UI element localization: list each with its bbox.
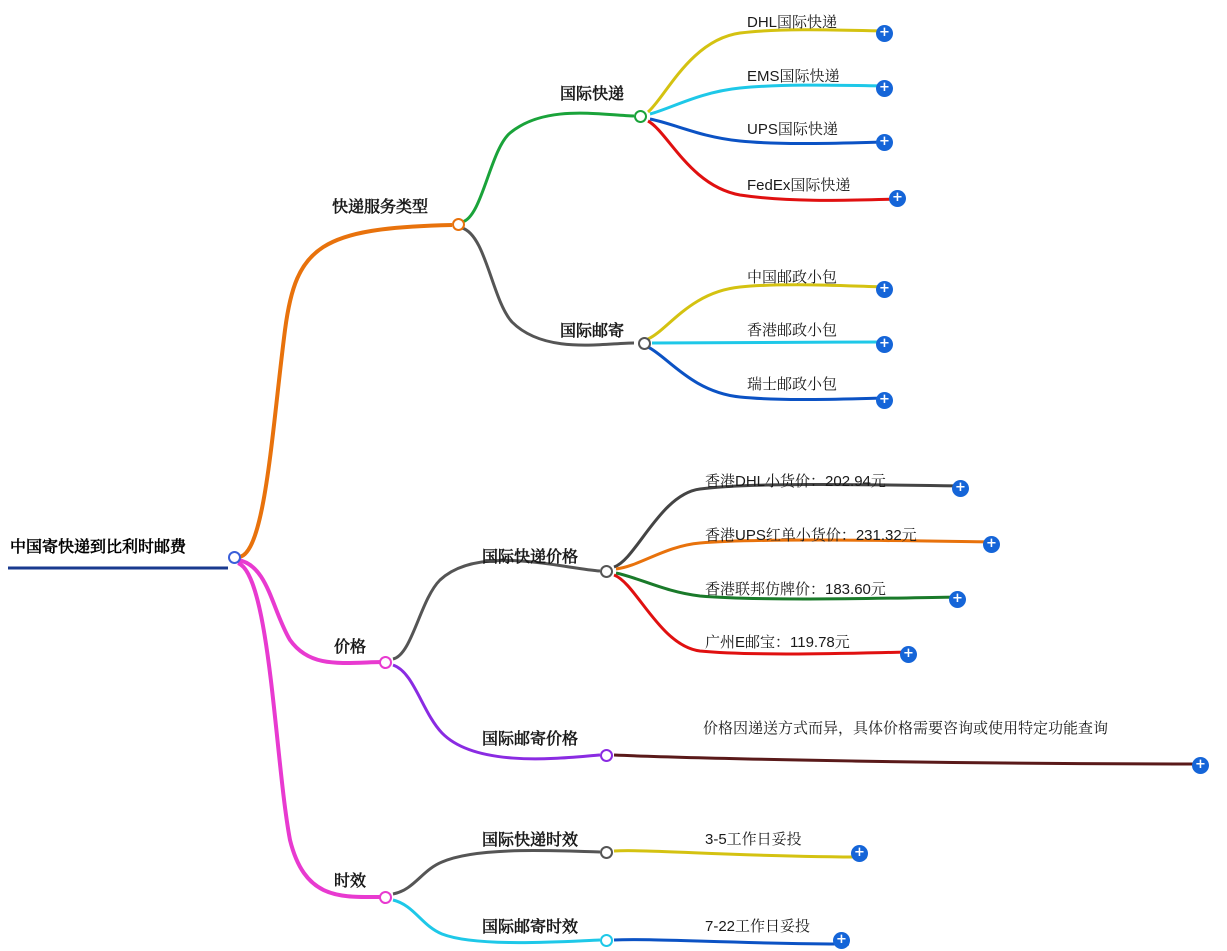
node-label: 国际邮寄价格 bbox=[482, 731, 579, 748]
leaf-hk-ups-price[interactable] bbox=[703, 527, 919, 547]
node-international-express[interactable] bbox=[558, 85, 626, 106]
dot-express-price[interactable] bbox=[600, 565, 613, 578]
expand-button[interactable]: + bbox=[952, 480, 969, 497]
dot-mail-timeliness[interactable] bbox=[600, 934, 613, 947]
expand-button[interactable]: + bbox=[876, 25, 893, 42]
dot-international-mail[interactable] bbox=[638, 337, 651, 350]
node-label: 国际快递 bbox=[560, 86, 625, 103]
root-node[interactable] bbox=[8, 538, 188, 559]
dot-international-express[interactable] bbox=[634, 110, 647, 123]
expand-button[interactable]: + bbox=[949, 591, 966, 608]
node-label: 国际快递价格 bbox=[482, 549, 579, 566]
node-mail-timeliness[interactable] bbox=[480, 918, 580, 939]
leaf-hk-dhl-price[interactable] bbox=[703, 473, 888, 493]
leaf-label: 价格因递送方式而异，具体价格需要咨询或使用特定功能查询 bbox=[703, 720, 1109, 737]
leaf-mail-price-note[interactable] bbox=[703, 720, 1183, 739]
dot-express-timeliness[interactable] bbox=[600, 846, 613, 859]
root-label: 中国寄快递到比利时邮费 bbox=[10, 539, 187, 556]
leaf-label: DHL国际快递 bbox=[747, 14, 838, 31]
leaf-label: 瑞士邮政小包 bbox=[747, 376, 838, 393]
expand-button[interactable]: + bbox=[876, 392, 893, 409]
node-mail-price[interactable] bbox=[480, 730, 580, 751]
expand-button[interactable]: + bbox=[983, 536, 1000, 553]
node-express-timeliness[interactable] bbox=[480, 831, 580, 852]
leaf-ems[interactable] bbox=[745, 68, 842, 88]
leaf-dhl[interactable] bbox=[745, 14, 839, 34]
expand-button[interactable]: + bbox=[876, 80, 893, 97]
node-label: 国际快递时效 bbox=[482, 832, 579, 849]
branch-label: 价格 bbox=[334, 639, 367, 656]
leaf-label: 香港UPS红单小货价：231.32元 bbox=[705, 527, 917, 544]
branch-label: 时效 bbox=[334, 873, 367, 890]
expand-button[interactable]: + bbox=[851, 845, 868, 862]
expand-button[interactable]: + bbox=[833, 932, 850, 949]
leaf-ups[interactable] bbox=[745, 121, 840, 141]
node-express-price[interactable] bbox=[480, 548, 580, 569]
branch-dot-express-service-type[interactable] bbox=[452, 218, 465, 231]
expand-button[interactable]: + bbox=[876, 281, 893, 298]
leaf-label: 3-5工作日妥投 bbox=[705, 831, 802, 848]
leaf-label: EMS国际快递 bbox=[747, 68, 840, 85]
leaf-label: 香港DHL小货价：202.94元 bbox=[705, 473, 886, 490]
expand-button[interactable]: + bbox=[900, 646, 917, 663]
node-international-mail[interactable] bbox=[558, 322, 626, 343]
branch-node-price[interactable] bbox=[332, 638, 368, 659]
leaf-swiss-post-parcel[interactable] bbox=[745, 376, 839, 396]
expand-button[interactable]: + bbox=[876, 336, 893, 353]
node-label: 国际邮寄时效 bbox=[482, 919, 579, 936]
dot-mail-price[interactable] bbox=[600, 749, 613, 762]
leaf-label: FedEx国际快递 bbox=[747, 177, 851, 194]
branch-dot-price[interactable] bbox=[379, 656, 392, 669]
leaf-label: 香港邮政小包 bbox=[747, 322, 838, 339]
leaf-mail-delivery-days[interactable] bbox=[703, 918, 812, 938]
leaf-express-delivery-days[interactable] bbox=[703, 831, 804, 851]
expand-button[interactable]: + bbox=[889, 190, 906, 207]
node-label: 国际邮寄 bbox=[560, 323, 625, 340]
leaf-label: UPS国际快递 bbox=[747, 121, 838, 138]
leaf-hk-fedex-price[interactable] bbox=[703, 581, 888, 601]
branch-node-express-service-type[interactable] bbox=[330, 198, 430, 219]
leaf-hongkong-post-parcel[interactable] bbox=[745, 322, 839, 342]
expand-button[interactable]: + bbox=[1192, 757, 1209, 774]
leaf-label: 7-22工作日妥投 bbox=[705, 918, 811, 935]
expand-button[interactable]: + bbox=[876, 134, 893, 151]
leaf-china-post-parcel[interactable] bbox=[745, 269, 839, 289]
leaf-label: 广州E邮宝：119.78元 bbox=[705, 634, 850, 651]
branch-dot-timeliness[interactable] bbox=[379, 891, 392, 904]
leaf-label: 香港联邦仿牌价：183.60元 bbox=[705, 581, 886, 598]
leaf-guangzhou-epacket-price[interactable] bbox=[703, 634, 852, 654]
branch-node-timeliness[interactable] bbox=[332, 872, 368, 893]
branch-label: 快递服务类型 bbox=[332, 199, 429, 216]
leaf-label: 中国邮政小包 bbox=[747, 269, 838, 286]
leaf-fedex[interactable] bbox=[745, 177, 852, 197]
root-dot[interactable] bbox=[228, 551, 241, 564]
